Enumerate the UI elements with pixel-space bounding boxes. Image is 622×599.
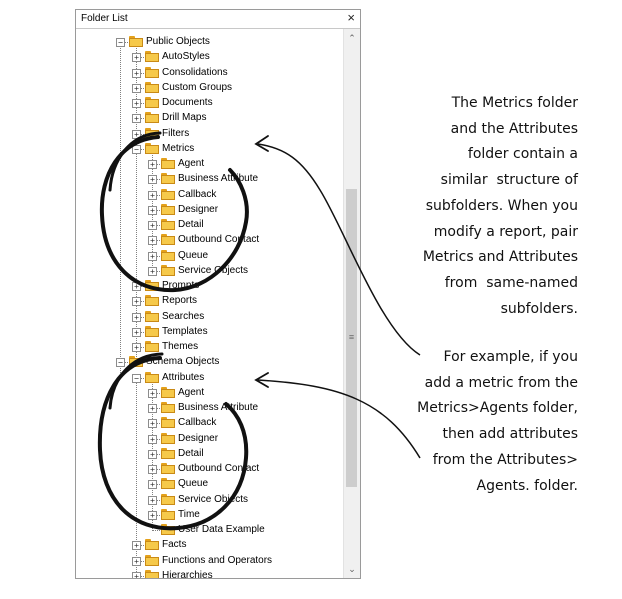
- annotation-line: add a metric from the: [424, 374, 578, 391]
- tree-item-label: Queue: [178, 478, 209, 490]
- expand-icon[interactable]: +: [148, 389, 157, 398]
- grip-icon: ≡: [348, 332, 355, 342]
- tree-item-label: Detail: [178, 447, 204, 459]
- annotation-line: Metrics>Agents folder,: [417, 400, 578, 417]
- tree-item-label: Agent: [178, 386, 205, 398]
- tree-item-label: Metrics: [162, 142, 195, 154]
- annotation-line: Agents. folder.: [476, 477, 578, 494]
- expand-icon[interactable]: +: [148, 191, 157, 200]
- expand-icon[interactable]: +: [132, 130, 141, 139]
- expand-icon[interactable]: +: [132, 99, 141, 108]
- collapse-icon[interactable]: −: [132, 145, 141, 154]
- annotation-line: For example, if you: [443, 349, 578, 365]
- tree-item-label: Templates: [162, 325, 208, 337]
- bottom-arrow-line: [258, 380, 420, 458]
- metrics-circle: [102, 137, 247, 290]
- top-arrow-line: [258, 144, 420, 355]
- expand-icon[interactable]: +: [148, 236, 157, 245]
- tree-item-label: Custom Groups: [162, 81, 233, 93]
- tree-item-label: Attributes: [162, 371, 205, 383]
- expand-icon[interactable]: +: [148, 252, 157, 261]
- expand-icon[interactable]: +: [132, 297, 141, 306]
- expand-icon[interactable]: +: [148, 267, 157, 276]
- expand-icon[interactable]: +: [148, 175, 157, 184]
- collapse-icon[interactable]: −: [116, 38, 125, 47]
- tree-item-label: Documents: [162, 97, 213, 108]
- annotation-line: and the Attributes: [450, 120, 578, 137]
- expand-icon[interactable]: +: [132, 541, 141, 550]
- annotation-line: from same-named: [444, 274, 578, 291]
- expand-icon[interactable]: +: [132, 69, 141, 78]
- attributes-circle-stroke2: [110, 354, 162, 408]
- annotation-line: subfolders. When you: [425, 197, 578, 214]
- collapse-icon[interactable]: −: [132, 374, 141, 383]
- tree-item-label: Public Objects: [146, 36, 210, 47]
- annotation-line: subfolders.: [500, 300, 578, 317]
- tree-item-label: Prompts: [162, 280, 200, 291]
- tree-item-label: Outbound Contact: [178, 234, 260, 246]
- tree-item-label: AutoStyles: [162, 51, 210, 63]
- tree-item-label: Time: [178, 508, 200, 520]
- expand-icon[interactable]: +: [148, 160, 157, 169]
- tree-item-label: Callback: [178, 188, 217, 200]
- tree-item-label: Consolidations: [162, 66, 228, 78]
- expand-icon[interactable]: +: [132, 572, 141, 578]
- annotation-line: then add attributes: [442, 426, 578, 443]
- expand-icon[interactable]: +: [132, 313, 141, 322]
- expand-icon[interactable]: +: [148, 465, 157, 474]
- tree-item-label: Filters: [162, 127, 190, 139]
- tree-item-label: Reports: [162, 295, 198, 307]
- expand-icon[interactable]: +: [148, 480, 157, 489]
- attributes-circle: [100, 358, 249, 528]
- annotation-top: [423, 91, 578, 322]
- tree-item-label: Functions and Operators: [162, 554, 273, 566]
- tree-item-label: Outbound Contact: [178, 463, 260, 474]
- top-arrowhead: [256, 136, 268, 151]
- scroll-down-icon[interactable]: ⌄: [348, 564, 356, 574]
- tree-item-label: Schema Objects: [146, 356, 220, 368]
- tree-item-label: Hierarchies: [162, 569, 213, 578]
- expand-icon[interactable]: +: [148, 496, 157, 505]
- expand-icon[interactable]: +: [148, 206, 157, 215]
- tree-item-label: Business Attribute: [178, 173, 259, 185]
- panel-title: Folder List: [81, 13, 128, 24]
- tree-item-label: Searches: [162, 310, 205, 322]
- tree-item-label: Themes: [162, 341, 199, 352]
- tree-item-label: Service Objects: [178, 264, 249, 276]
- expand-icon[interactable]: +: [132, 114, 141, 123]
- expand-icon[interactable]: +: [132, 53, 141, 62]
- tree-item-label: Detail: [178, 219, 204, 230]
- expand-icon[interactable]: +: [132, 343, 141, 352]
- annotation-line: Metrics and Attributes: [422, 249, 578, 266]
- tree-item-label: Callback: [178, 417, 217, 429]
- annotation-line: from the Attributes>: [432, 451, 578, 468]
- expand-icon[interactable]: +: [148, 419, 157, 428]
- expand-icon[interactable]: +: [132, 282, 141, 291]
- expand-icon[interactable]: +: [132, 84, 141, 93]
- tree-item-label: Agent: [178, 158, 205, 169]
- tree-item-label: Business Attribute: [178, 402, 259, 413]
- annotation-line: The Metrics folder: [451, 95, 578, 111]
- expand-icon[interactable]: +: [148, 450, 157, 459]
- tree-item-label: User Data Example: [178, 524, 265, 535]
- expand-icon[interactable]: +: [148, 511, 157, 520]
- tree-item-label: Facts: [162, 539, 187, 551]
- metrics-circle-stroke2: [110, 133, 160, 190]
- tree-item-label: Designer: [178, 203, 219, 215]
- collapse-icon[interactable]: −: [116, 358, 125, 367]
- expand-icon[interactable]: +: [148, 221, 157, 230]
- expand-icon[interactable]: +: [132, 557, 141, 566]
- expand-icon[interactable]: +: [148, 404, 157, 413]
- annotation-line: similar structure of: [440, 172, 578, 189]
- expand-icon[interactable]: +: [148, 435, 157, 444]
- tree-item-label: Drill Maps: [162, 112, 207, 124]
- tree-item-label: Queue: [178, 249, 209, 261]
- scroll-up-icon[interactable]: ⌃: [348, 33, 356, 43]
- close-icon[interactable]: ×: [347, 10, 355, 25]
- annotation-line: folder contain a: [467, 146, 578, 163]
- annotation-bottom: [417, 345, 578, 499]
- annotation-line: modify a report, pair: [433, 223, 578, 240]
- tree-item-label: Service Objects: [178, 493, 249, 505]
- tree-item-label: Designer: [178, 432, 219, 444]
- expand-icon[interactable]: +: [132, 328, 141, 337]
